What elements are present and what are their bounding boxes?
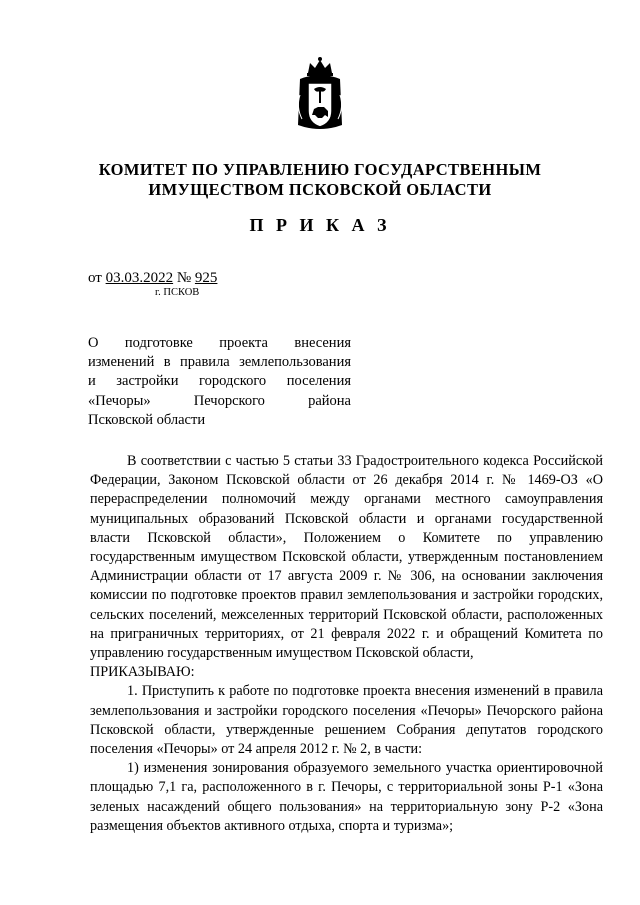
committee-name-line2: ИМУЩЕСТВОМ ПСКОВСКОЙ ОБЛАСТИ: [148, 180, 492, 199]
order-number: 925: [194, 270, 218, 286]
subject-line: О подготовке проекта внесения: [88, 335, 351, 351]
order-word: ПРИКАЗЫВАЮ:: [90, 664, 195, 681]
subject-line: и застройки городского поселения: [88, 373, 351, 390]
subject-line: изменений в правила землепользования: [88, 354, 351, 371]
date-prefix: от: [88, 270, 106, 286]
date-number-line: [88, 270, 217, 287]
number-sign: №: [173, 270, 195, 286]
item-1-1-paragraph: 1) изменения зонирования образуемого земельного участка ориентировочной площадью 7,1 га, расположенного в г. Печоры, с территориальной зоны Р-1 «Зона зеленых насаждений общего пользования» на территориальную зону Р-2 «Зона размещения объектов активного отдыха, спорта и туризма»;: [90, 760, 603, 834]
coat-of-arms-emblem: [294, 55, 346, 135]
city-label: г. ПСКОВ: [155, 287, 200, 298]
committee-name: [0, 160, 640, 200]
document-type-title: П Р И К А З: [249, 215, 391, 235]
preamble-paragraph: В соответствии с частью 5 статьи 33 Градостроительного кодекса Российской Федерации, Законом Псковской области от 26 декабря 2014 г. № 1469-ОЗ «О перераспределении полномочий между органами местного самоуправления муниципальных образований Псковской области и органами государственной власти Псковской области», Положением о Комитете по управлению государственным имуществом Псковской области, утвержденным постановлением Администрации области от 17 августа 2009 г. № 306, на основании заключения комиссии по подготовке проектов правил землепользования и застройки городских, сельских поселений, межселенных территорий Псковской области, расположенных на приграничных территориях, от 21 февраля 2022 г. и обращений Комитета по управлению государственным имуществом Псковской области,: [90, 453, 603, 662]
subject-line: «Печоры» Печорского района: [88, 392, 351, 409]
order-body: [90, 452, 603, 836]
committee-name-line1: КОМИТЕТ ПО УПРАВЛЕНИЮ ГОСУДАРСТВЕННЫМ: [98, 160, 542, 179]
item-1-paragraph: 1. Приступить к работе по подготовке проекта внесения изменений в правила землепользования и застройки городского поселения «Печоры» Печорского района Псковской области, утвержденные решением Собрания депутатов городского поселения «Печоры» от 24 апреля 2012 г. № 2, в части:: [90, 683, 603, 758]
order-date: 03.03.2022: [105, 270, 174, 286]
order-subject: [88, 334, 351, 430]
subject-line: Псковской области: [88, 411, 206, 428]
